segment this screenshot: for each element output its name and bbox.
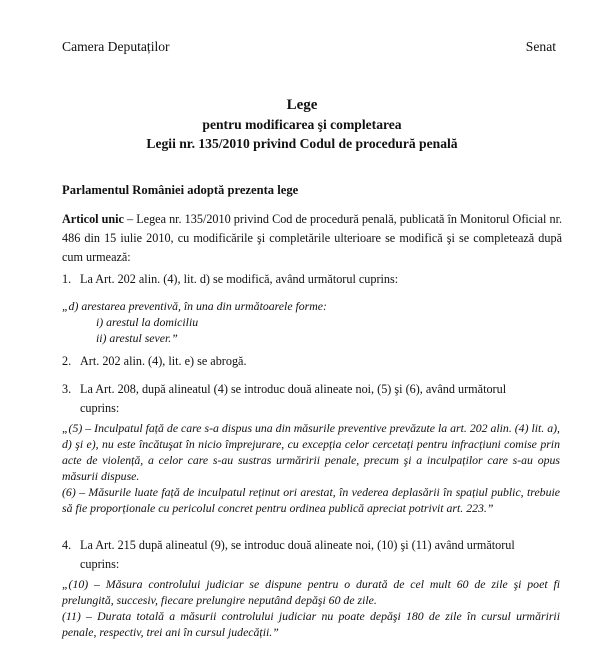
item-number: 4. [62, 538, 72, 552]
item-text: La Art. 202 alin. (4), lit. d) se modifică, având următorul cuprins: [80, 272, 399, 286]
quote-paragraph: „(10) – Măsura controlului judiciar se dispune pentru o durată de cel mult 60 de zile şi poet fi prelungită, succesiv, fiecare prelungire neputând depăşi 60 de zile. [62, 577, 560, 607]
item-number: 1. [62, 272, 72, 286]
item-text-continuation: cuprins: [80, 557, 120, 571]
item-text-continuation: cuprins: [80, 401, 120, 415]
quote-paragraph: (11) – Durata totală a măsurii controlului judiciar nu poate depăşi 180 de zile în cursul urmăririi penale, respectiv, trei ani în cursul judecății.” [62, 609, 560, 639]
senate-header-right: Senat [525, 39, 556, 54]
list-item-1 [62, 270, 562, 289]
quote-block-3 [62, 420, 560, 516]
list-item-4 [62, 536, 562, 574]
list-item-3 [62, 380, 562, 418]
article-label: Articol unic [62, 212, 124, 226]
article-text: – Legea nr. 135/2010 privind Cod de procedură penală, publicată în Monitorul Oficial nr. 486 din 15 iulie 2010, cu modificările şi completările ulterioare se modifică şi se completează după cum urmează: [62, 212, 562, 264]
law-title: Lege [286, 97, 318, 113]
item-text: La Art. 208, după alineatul (4) se introduc două alineate noi, (5) şi (6), având următorul [80, 382, 507, 396]
article-intro [62, 210, 562, 267]
adoption-statement: Parlamentul României adoptă prezenta lege [62, 183, 299, 197]
law-title-block [0, 96, 604, 153]
item-text: Art. 202 alin. (4), lit. e) se abrogă. [80, 354, 247, 368]
quote-block-1 [62, 298, 560, 346]
quote-line: „d) arestarea preventivă, în una din următoarele forme: [62, 299, 327, 313]
quote-paragraph: (6) – Măsurile luate față de inculpatul reținut ori arestat, în vederea deplasării în spațiul public, trebuie să fie proporționale cu pericolul concret pentru ordinea publică apreciat potrivit art. 223.” [62, 485, 560, 515]
list-item-2 [62, 352, 562, 371]
law-subtitle-line-2: Legii nr. 135/2010 privind Codul de procedură penală [146, 136, 458, 151]
quote-paragraph: „(5) – Inculpatul față de care s-a dispus una din măsurile preventive prevăzute la art. 202 alin. (4) lit. a), d) şi e), nu este încătuşat în nicio împrejurare, cu excepția celor cercetați pentru infracțiuni comise prin acte de violență, a celor care s-au sustras urmăririi penale, precum şi a inculpaților care s-au opus măsurii dispuse. [62, 421, 560, 483]
item-number: 2. [62, 354, 72, 368]
item-text: La Art. 215 după alineatul (9), se introduc două alineate noi, (10) şi (11) având următorul [80, 538, 515, 552]
law-subtitle-line-1: pentru modificarea şi completarea [202, 117, 402, 132]
quote-block-4 [62, 576, 560, 640]
quote-line: ii) arestul sever.” [96, 331, 178, 345]
chamber-header-left: Camera Deputaților [62, 39, 170, 54]
item-number: 3. [62, 382, 72, 396]
quote-line: i) arestul la domiciliu [96, 315, 199, 329]
